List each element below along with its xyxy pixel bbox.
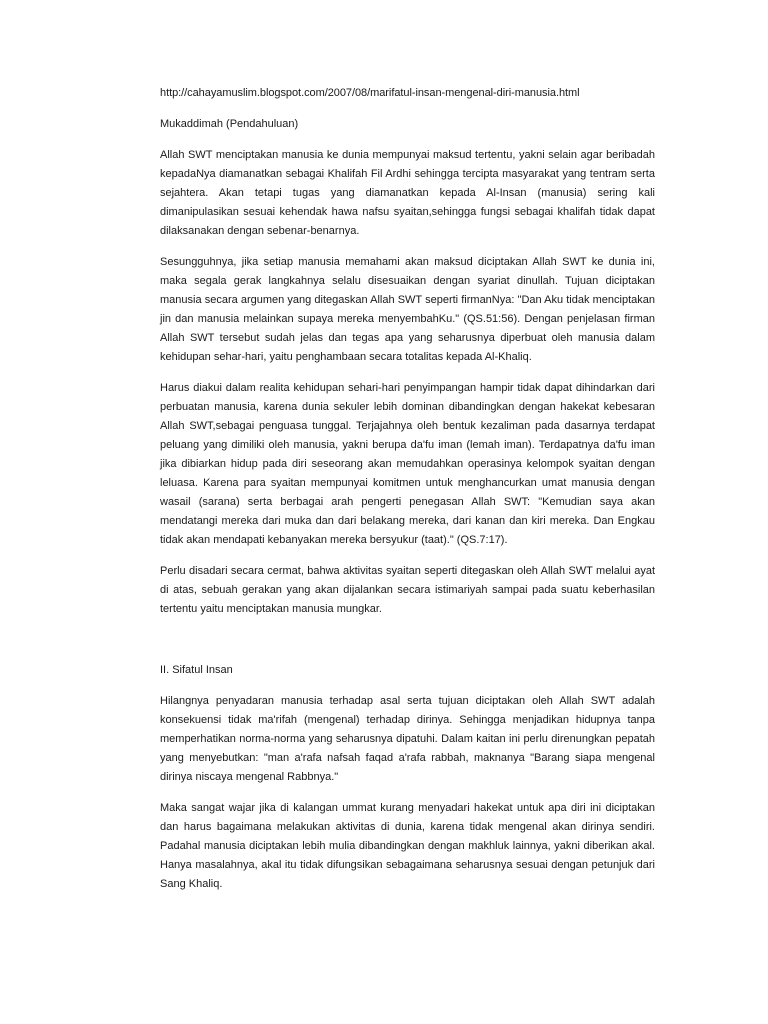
source-url: http://cahayamuslim.blogspot.com/2007/08/marifatul-insan-mengenal-diri-manusia.html (160, 87, 580, 99)
intro-paragraph: Harus diakui dalam realita kehidupan sehari-hari penyimpangan hampir tidak dapat dihindarkan dari perbuatan manusia, karena dunia sekuler lebih dominan dibandingkan dengan hakekat kebesaran Allah SWT,sebagai penguasa tunggal. Terjajahnya oleh bentuk kezaliman pada dasarnya terdapat peluang yang dimiliki oleh manusia, yakni berupa da'fu iman (lemah iman). Terdapatnya da'fu iman jika dibiarkan hidup pada diri seseorang akan memudahkan operasinya kelompok syaitan dengan leluasa. Karena para syaitan mempunyai komitmen untuk menghancurkan umat manusia dengan wasail (sarana) serta berbagai arah pengerti penegasan Allah SWT: "Kemudian saya akan mendatangi mereka dari muka dan dari belakang mereka, dari kanan dan kiri mereka. Dan Engkau tidak akan mendapati kebanyakan mereka bersyukur (taat)." (QS.7:17). (160, 382, 655, 546)
intro-heading: Mukaddimah (Pendahuluan) (160, 118, 299, 130)
section2-paragraph: Maka sangat wajar jika di kalangan ummat kurang menyadari hakekat untuk apa diri ini diciptakan dan harus bagaimana melakukan aktivitas di dunia, karena tidak mengenal akan dirinya sendiri. Padahal manusia diciptakan lebih mulia dibandingkan dengan makhluk lainnya, yakni diberikan akal. Hanya masalahnya, akal itu tidak difungsikan sebagaimana seharusnya sesuai dengan petunjuk dari Sang Khaliq. (160, 802, 655, 890)
section2-heading: II. Sifatul Insan (160, 664, 233, 676)
intro-paragraph: Perlu disadari secara cermat, bahwa aktivitas syaitan seperti ditegaskan oleh Allah SWT melalui ayat di atas, sebuah gerakan yang akan dijalankan secara istimariyah sampai pada suatu keberhasilan tertentu yaitu menciptakan manusia mungkar. (160, 565, 655, 615)
section-spacer (160, 631, 655, 661)
document-page (160, 84, 655, 906)
section2-paragraph: Hilangnya penyadaran manusia terhadap asal serta tujuan diciptakan oleh Allah SWT adalah konsekuensi tidak ma'rifah (mengenal) terhadap dirinya. Sehingga menjadikan hidupnya tanpa memperhatikan norma-norma yang seharusnya dipatuhi. Dalam kaitan ini perlu direnungkan pepatah yang menyebutkan: "man a'rafa nafsah faqad a'rafa rabbah, maknanya "Barang siapa mengenal dirinya niscaya mengenal Rabbnya." (160, 695, 655, 783)
intro-paragraph: Allah SWT menciptakan manusia ke dunia mempunyai maksud tertentu, yakni selain agar beribadah kepadaNya diamanatkan sebagai Khalifah Fil Ardhi sehingga tercipta masyarakat yang tentram serta sejahtera. Akan tetapi tugas yang diamanatkan kepada Al-Insan (manusia) sering kali dimanipulasikan sesuai kehendak hawa nafsu syaitan,sehingga fungsi sebagai khalifah tidak dapat dilaksanakan dengan sebenar-benarnya. (160, 149, 655, 237)
intro-paragraph: Sesungguhnya, jika setiap manusia memahami akan maksud diciptakan Allah SWT ke dunia ini, maka segala gerak langkahnya selalu disesuaikan dengan syariat dinullah. Tujuan diciptakan manusia secara argumen yang ditegaskan Allah SWT seperti firmanNya: "Dan Aku tidak menciptakan jin dan manusia melainkan supaya mereka menyembahKu." (QS.51:56). Dengan penjelasan firman Allah SWT tersebut sudah jelas dan tegas apa yang seharusnya diperbuat oleh manusia dalam kehidupan sehar-hari, yaitu penghambaan secara totalitas kepada Al-Khaliq. (160, 256, 655, 363)
